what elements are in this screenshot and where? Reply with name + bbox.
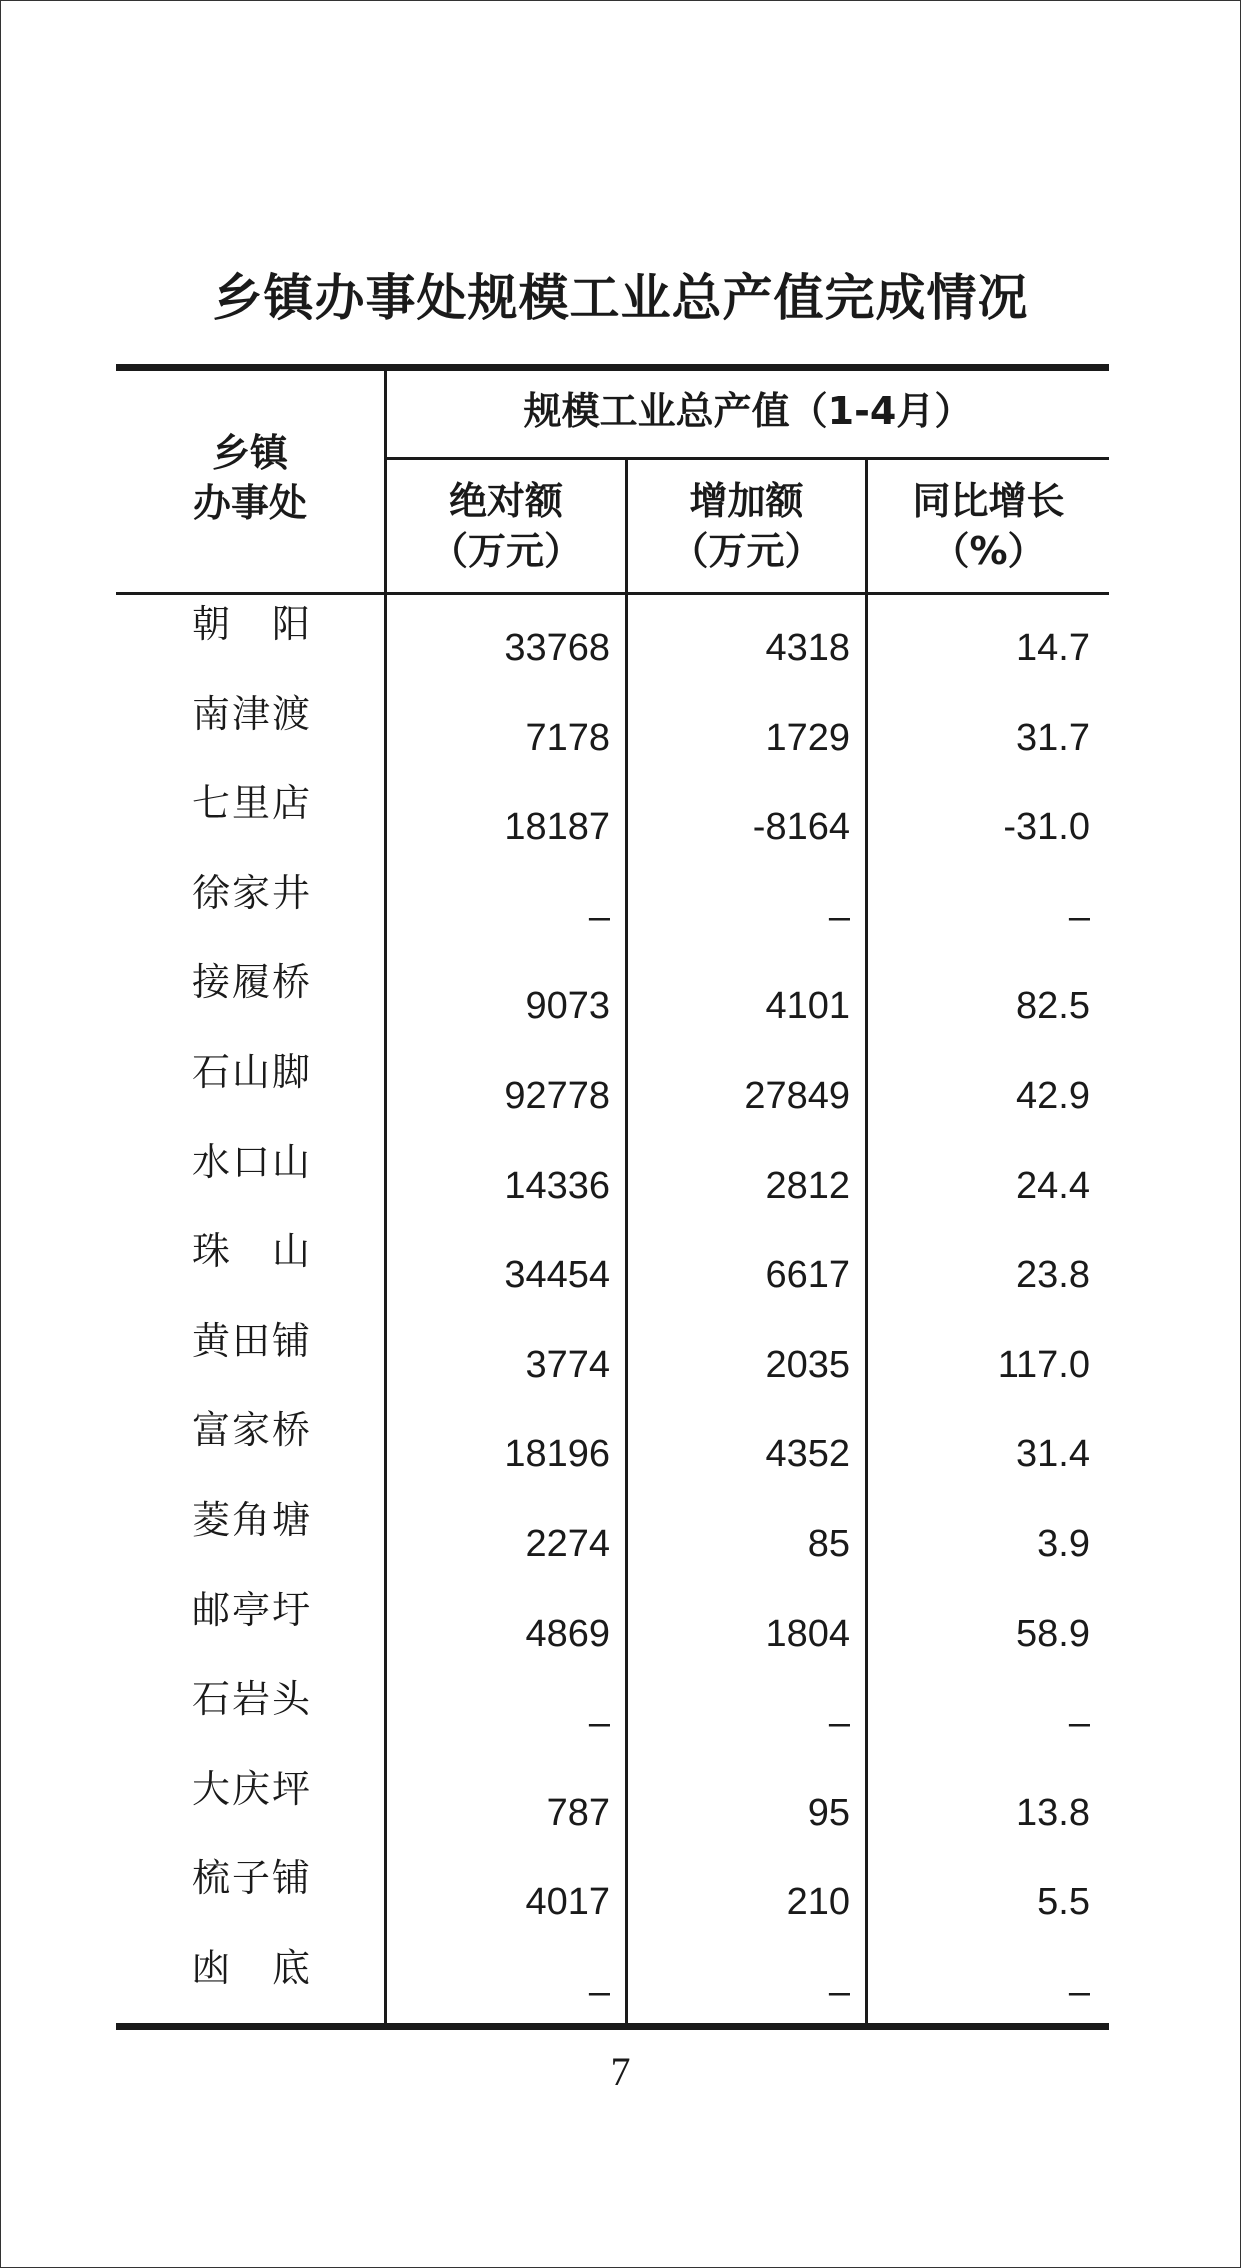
increase-value: 210 <box>786 1881 850 1924</box>
absolute-value: – <box>588 895 610 938</box>
column-header-line1: 增加额 <box>689 479 804 523</box>
absolute-value: 18196 <box>504 1433 610 1476</box>
row-label-line2: 办事处 <box>192 481 307 525</box>
increase-value: 85 <box>807 1523 850 1565</box>
group-header: 规模工业总产值（1-4月） <box>523 389 973 433</box>
row-label-header <box>116 428 384 528</box>
township-name: 南津渡 <box>192 691 313 736</box>
page-number: 7 <box>610 2049 631 2094</box>
township-name: 黄田铺 <box>192 1318 313 1363</box>
absolute-value: 92778 <box>504 1075 610 1117</box>
absolute-value: 18187 <box>504 806 610 849</box>
absolute-value: 2274 <box>525 1523 610 1565</box>
column-header-growth <box>868 476 1109 576</box>
increase-value: 4352 <box>765 1433 850 1476</box>
growth-value: 42.9 <box>1016 1075 1090 1117</box>
township-name: 石山脚 <box>192 1050 313 1094</box>
growth-value: – <box>1068 1702 1090 1745</box>
township-name: 水口山 <box>192 1139 313 1184</box>
increase-value: -8164 <box>752 806 850 849</box>
absolute-value: 787 <box>546 1791 610 1834</box>
increase-value: – <box>828 895 850 938</box>
data-table <box>116 364 1109 2030</box>
growth-value: 13.8 <box>1016 1791 1090 1834</box>
township-name: 石岩头 <box>192 1677 313 1722</box>
growth-value: 3.9 <box>1037 1523 1090 1565</box>
growth-value: – <box>1068 895 1090 938</box>
absolute-value: 33768 <box>504 627 610 669</box>
absolute-value: 3774 <box>525 1343 610 1386</box>
increase-value: 2035 <box>765 1343 850 1386</box>
growth-value: – <box>1068 1971 1090 2013</box>
absolute-value: – <box>588 1971 610 2013</box>
group-header-rule <box>386 457 1109 460</box>
row-label-line1: 乡镇 <box>211 431 288 475</box>
absolute-value: – <box>588 1702 610 1745</box>
increase-value: 4318 <box>765 627 850 669</box>
township-name: 大庆坪 <box>192 1766 313 1811</box>
increase-value: 2812 <box>765 1164 850 1207</box>
township-name: 邮亭圩 <box>192 1587 313 1632</box>
growth-value: 5.5 <box>1037 1881 1090 1924</box>
column-header-line2: （%） <box>931 529 1046 573</box>
table-top-rule <box>116 364 1109 371</box>
increase-value: 1729 <box>765 716 850 759</box>
increase-value: 95 <box>807 1791 850 1834</box>
increase-value: – <box>828 1971 850 2013</box>
increase-value: 6617 <box>765 1254 850 1297</box>
growth-value: -31.0 <box>1003 806 1090 849</box>
column-header-line1: 同比增长 <box>912 479 1065 523</box>
growth-value: 31.7 <box>1016 716 1090 759</box>
column-header-absolute <box>387 476 625 576</box>
township-name: 菱角塘 <box>192 1498 313 1542</box>
growth-value: 117.0 <box>997 1343 1090 1386</box>
column-header-line1: 绝对额 <box>448 479 563 523</box>
absolute-value: 14336 <box>504 1164 610 1207</box>
township-name: 朝 阳 <box>192 602 313 646</box>
page-title: 乡镇办事处规模工业总产值完成情况 <box>212 269 1029 327</box>
increase-value: 4101 <box>765 985 850 1028</box>
township-name: 珠 山 <box>192 1229 313 1274</box>
township-name: 七里店 <box>192 781 313 826</box>
column-header-increase <box>628 476 865 576</box>
township-name: 接履桥 <box>192 960 313 1005</box>
growth-value: 82.5 <box>1016 985 1090 1028</box>
column-header-line2: （万元） <box>670 529 823 573</box>
column-header-line2: （万元） <box>429 529 582 573</box>
absolute-value: 4869 <box>525 1612 610 1655</box>
growth-value: 23.8 <box>1016 1254 1090 1297</box>
increase-value: – <box>828 1702 850 1745</box>
township-name: 梳子铺 <box>192 1856 313 1901</box>
growth-value: 24.4 <box>1016 1164 1090 1207</box>
absolute-value: 7178 <box>525 716 610 759</box>
growth-value: 58.9 <box>1016 1612 1090 1655</box>
table-bottom-rule <box>116 2023 1109 2030</box>
increase-value: 27849 <box>744 1075 850 1117</box>
township-name: 凼 底 <box>192 1946 313 1990</box>
absolute-value: 34454 <box>504 1254 610 1297</box>
column-divider-1 <box>384 371 387 2023</box>
absolute-value: 9073 <box>525 985 610 1028</box>
township-name: 徐家井 <box>192 870 313 915</box>
absolute-value: 4017 <box>525 1881 610 1924</box>
increase-value: 1804 <box>765 1612 850 1655</box>
township-name: 富家桥 <box>192 1408 313 1453</box>
growth-value: 14.7 <box>1016 627 1090 669</box>
growth-value: 31.4 <box>1016 1433 1090 1476</box>
